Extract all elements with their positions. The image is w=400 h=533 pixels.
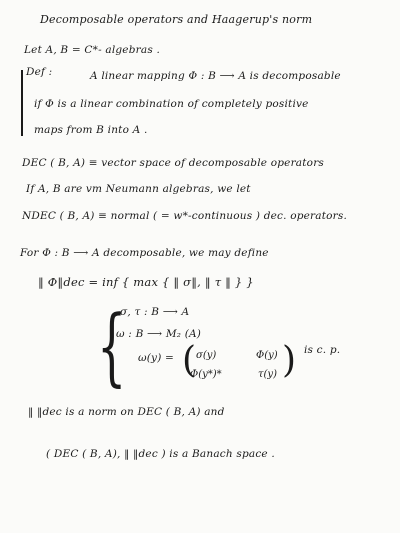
definition-margin-bar xyxy=(21,70,23,136)
matrix-cell-11: σ(y) xyxy=(196,350,217,361)
definition-line-3: maps from B into A . xyxy=(34,124,148,136)
dec-definition: DEC ( B, A) ≡ vector space of decomposable operators xyxy=(22,157,325,169)
cp-condition: is c. p. xyxy=(304,344,341,356)
condition-omega: ω : B ⟶ M₂ (A) xyxy=(116,328,202,340)
definition-line-2: if Φ is a linear combination of completely positive xyxy=(34,98,309,110)
condition-sigma-tau: σ, τ : B ⟶ A xyxy=(120,306,190,318)
matrix-cell-12: Φ(y) xyxy=(256,350,278,361)
ndec-definition: NDEC ( B, A) ≡ normal ( = w*-continuous ) dec. operators. xyxy=(22,210,348,222)
norm-statement: ‖ ‖dec is a norm on DEC ( B, A) and xyxy=(28,406,225,418)
norm-definition: ‖ Φ‖dec = inf { max { ‖ σ‖, ‖ τ ‖ } } xyxy=(38,275,254,289)
matrix-left-paren: ( xyxy=(182,340,197,381)
page-title: Decomposable operators and Haagerup's norm xyxy=(40,13,313,26)
von-neumann-line: If A, B are vm Neumann algebras, we let xyxy=(26,183,251,195)
matrix-cell-21: Φ(y*)* xyxy=(190,369,222,380)
banach-statement: ( DEC ( B, A), ‖ ‖dec ) is a Banach space . xyxy=(46,448,275,460)
definition-label: Def : xyxy=(26,66,53,78)
for-line: For Φ : B ⟶ A decomposable, we may define xyxy=(20,247,269,259)
matrix-cell-22: τ(y) xyxy=(258,369,277,380)
condition-omega-equals: ω(y) = xyxy=(138,352,175,364)
conditions-brace: { xyxy=(97,297,127,395)
definition-line-1: A linear mapping Φ : B ⟶ A is decomposable xyxy=(90,70,341,82)
matrix-right-paren: ) xyxy=(282,340,297,381)
intro-line: Let A, B = C*- algebras . xyxy=(24,44,160,56)
